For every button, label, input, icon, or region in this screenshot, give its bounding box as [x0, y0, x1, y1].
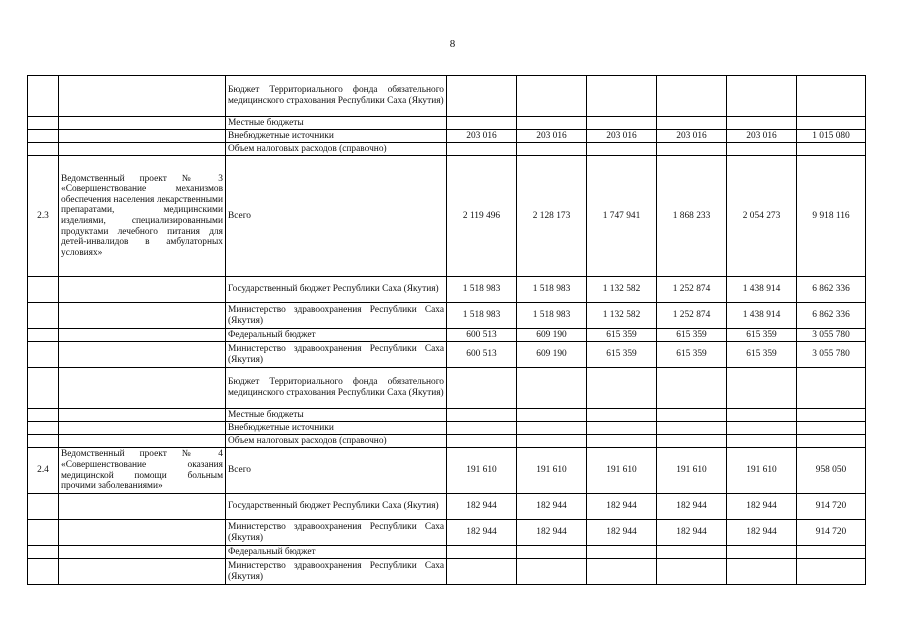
table-row: [28, 435, 866, 448]
amount-cell: 3 055 780: [797, 329, 866, 342]
amount-cell: 203 016: [447, 130, 517, 143]
amount-cell: 1 518 983: [517, 277, 587, 303]
amount-cell: 182 944: [517, 494, 587, 520]
amount-cell: 1 252 874: [657, 303, 727, 329]
amount-cell: [727, 117, 797, 130]
amount-cell: [447, 76, 517, 117]
project-name: [59, 435, 226, 448]
amount-cell: 182 944: [657, 494, 727, 520]
project-name: [59, 559, 226, 585]
table-row: [28, 368, 866, 409]
project-name: [59, 143, 226, 156]
budget-table: [27, 75, 866, 585]
amount-cell: [727, 368, 797, 409]
amount-cell: 1 132 582: [587, 303, 657, 329]
amount-cell: [447, 143, 517, 156]
amount-cell: 2 128 173: [517, 156, 587, 277]
amount-cell: 182 944: [727, 494, 797, 520]
amount-cell: [727, 143, 797, 156]
amount-cell: 2 119 496: [447, 156, 517, 277]
page-number: 8: [449, 38, 456, 50]
amount-cell: 1 132 582: [587, 277, 657, 303]
row-index: 2.3: [28, 156, 59, 277]
funding-source: Федеральный бюджет: [226, 546, 447, 559]
amount-cell: [447, 368, 517, 409]
row-index: [28, 329, 59, 342]
amount-cell: 3 055 780: [797, 342, 866, 368]
amount-cell: [587, 559, 657, 585]
amount-cell: [657, 368, 727, 409]
row-index: 2.4: [28, 448, 59, 494]
amount-cell: [517, 409, 587, 422]
amount-cell: 1 252 874: [657, 277, 727, 303]
amount-cell: [797, 143, 866, 156]
project-name: Ведомственный проект № 3 «Совершенствование механизмов обеспечения населения лекарственными препаратами, медицинскими изделиями, специализированными продуктами лечебного питания для детей-инвалидов в амбулаторных условиях»: [59, 156, 226, 277]
row-index: [28, 143, 59, 156]
project-name: [59, 342, 226, 368]
amount-cell: [727, 435, 797, 448]
project-name: [59, 76, 226, 117]
amount-cell: [587, 143, 657, 156]
table-row: [28, 448, 866, 494]
table-row: [28, 117, 866, 130]
amount-cell: 191 610: [517, 448, 587, 494]
amount-cell: 1 438 914: [727, 303, 797, 329]
funding-source: Бюджет Территориального фонда обязательного медицинского страхования Республики Саха (Якутия): [226, 76, 447, 117]
amount-cell: [657, 422, 727, 435]
amount-cell: 182 944: [587, 520, 657, 546]
row-index: [28, 342, 59, 368]
funding-source: Объем налоговых расходов (справочно): [226, 435, 447, 448]
row-index: [28, 409, 59, 422]
amount-cell: [587, 76, 657, 117]
project-name: [59, 520, 226, 546]
table-row: [28, 156, 866, 277]
amount-cell: [797, 546, 866, 559]
table-row: [28, 494, 866, 520]
amount-cell: 182 944: [447, 520, 517, 546]
amount-cell: [727, 76, 797, 117]
table-row: [28, 76, 866, 117]
funding-source: Министерство здравоохранения Республики Саха (Якутия): [226, 559, 447, 585]
amount-cell: 2 054 273: [727, 156, 797, 277]
table-row: [28, 422, 866, 435]
amount-cell: 182 944: [587, 494, 657, 520]
amount-cell: 1 015 080: [797, 130, 866, 143]
amount-cell: 1 438 914: [727, 277, 797, 303]
amount-cell: 6 862 336: [797, 303, 866, 329]
funding-source: Местные бюджеты: [226, 409, 447, 422]
table-row: [28, 130, 866, 143]
funding-source: Министерство здравоохранения Республики Саха (Якутия): [226, 342, 447, 368]
table-row: [28, 520, 866, 546]
amount-cell: [657, 435, 727, 448]
project-name: [59, 409, 226, 422]
project-name: [59, 494, 226, 520]
amount-cell: [657, 409, 727, 422]
project-name: Ведомственный проект № 4 «Совершенствование оказания медицинской помощи больным прочими заболеваниями»: [59, 448, 226, 494]
table-row: [28, 277, 866, 303]
funding-source: Местные бюджеты: [226, 117, 447, 130]
funding-source: Бюджет Территориального фонда обязательного медицинского страхования Республики Саха (Якутия): [226, 368, 447, 409]
amount-cell: [447, 435, 517, 448]
amount-cell: 203 016: [727, 130, 797, 143]
amount-cell: 609 190: [517, 329, 587, 342]
amount-cell: [797, 559, 866, 585]
amount-cell: 182 944: [517, 520, 587, 546]
amount-cell: [657, 143, 727, 156]
amount-cell: [587, 409, 657, 422]
funding-source: Государственный бюджет Республики Саха (Якутия): [226, 277, 447, 303]
amount-cell: [587, 422, 657, 435]
row-index: [28, 559, 59, 585]
amount-cell: 914 720: [797, 494, 866, 520]
amount-cell: [727, 422, 797, 435]
table-row: [28, 546, 866, 559]
amount-cell: [517, 435, 587, 448]
amount-cell: 182 944: [727, 520, 797, 546]
amount-cell: 615 359: [727, 329, 797, 342]
amount-cell: 203 016: [517, 130, 587, 143]
amount-cell: [657, 559, 727, 585]
amount-cell: [447, 546, 517, 559]
funding-source: Государственный бюджет Республики Саха (Якутия): [226, 494, 447, 520]
funding-source: Объем налоговых расходов (справочно): [226, 143, 447, 156]
funding-source: Всего: [226, 156, 447, 277]
amount-cell: 958 050: [797, 448, 866, 494]
amount-cell: 191 610: [657, 448, 727, 494]
amount-cell: [517, 368, 587, 409]
amount-cell: 609 190: [517, 342, 587, 368]
row-index: [28, 277, 59, 303]
funding-source: Министерство здравоохранения Республики Саха (Якутия): [226, 520, 447, 546]
project-name: [59, 422, 226, 435]
project-name: [59, 546, 226, 559]
funding-source: Федеральный бюджет: [226, 329, 447, 342]
amount-cell: [797, 368, 866, 409]
row-index: [28, 494, 59, 520]
amount-cell: [727, 559, 797, 585]
funding-source: Министерство здравоохранения Республики Саха (Якутия): [226, 303, 447, 329]
amount-cell: [797, 76, 866, 117]
table-row: [28, 409, 866, 422]
amount-cell: 1 747 941: [587, 156, 657, 277]
amount-cell: 600 513: [447, 329, 517, 342]
amount-cell: [447, 409, 517, 422]
amount-cell: [797, 422, 866, 435]
row-index: [28, 117, 59, 130]
amount-cell: 9 918 116: [797, 156, 866, 277]
table-row: [28, 329, 866, 342]
amount-cell: 600 513: [447, 342, 517, 368]
table-row: [28, 143, 866, 156]
funding-source: Всего: [226, 448, 447, 494]
table-row: [28, 303, 866, 329]
amount-cell: 615 359: [587, 329, 657, 342]
amount-cell: [657, 76, 727, 117]
funding-source: Внебюджетные источники: [226, 130, 447, 143]
row-index: [28, 435, 59, 448]
amount-cell: 1 518 983: [517, 303, 587, 329]
amount-cell: 203 016: [657, 130, 727, 143]
row-index: [28, 546, 59, 559]
amount-cell: 191 610: [447, 448, 517, 494]
amount-cell: [657, 117, 727, 130]
row-index: [28, 130, 59, 143]
amount-cell: 191 610: [587, 448, 657, 494]
amount-cell: [797, 435, 866, 448]
amount-cell: [797, 117, 866, 130]
amount-cell: 615 359: [727, 342, 797, 368]
row-index: [28, 422, 59, 435]
row-index: [28, 303, 59, 329]
amount-cell: 914 720: [797, 520, 866, 546]
amount-cell: [727, 409, 797, 422]
amount-cell: 6 862 336: [797, 277, 866, 303]
project-name: [59, 303, 226, 329]
table-row: [28, 342, 866, 368]
project-name: [59, 329, 226, 342]
amount-cell: 615 359: [657, 329, 727, 342]
amount-cell: [587, 117, 657, 130]
amount-cell: 191 610: [727, 448, 797, 494]
table-row: [28, 559, 866, 585]
amount-cell: 1 518 983: [447, 303, 517, 329]
amount-cell: [517, 117, 587, 130]
amount-cell: [517, 143, 587, 156]
amount-cell: [447, 422, 517, 435]
amount-cell: 1 868 233: [657, 156, 727, 277]
amount-cell: 615 359: [587, 342, 657, 368]
project-name: [59, 368, 226, 409]
amount-cell: [587, 546, 657, 559]
amount-cell: 615 359: [657, 342, 727, 368]
amount-cell: 182 944: [447, 494, 517, 520]
amount-cell: [587, 368, 657, 409]
funding-source: Внебюджетные источники: [226, 422, 447, 435]
row-index: [28, 76, 59, 117]
project-name: [59, 277, 226, 303]
amount-cell: [447, 117, 517, 130]
amount-cell: 182 944: [657, 520, 727, 546]
amount-cell: [657, 546, 727, 559]
amount-cell: 1 518 983: [447, 277, 517, 303]
amount-cell: [517, 76, 587, 117]
amount-cell: [447, 559, 517, 585]
amount-cell: [517, 559, 587, 585]
amount-cell: 203 016: [587, 130, 657, 143]
project-name: [59, 117, 226, 130]
amount-cell: [517, 422, 587, 435]
amount-cell: [587, 435, 657, 448]
row-index: [28, 368, 59, 409]
amount-cell: [797, 409, 866, 422]
project-name: [59, 130, 226, 143]
row-index: [28, 520, 59, 546]
amount-cell: [727, 546, 797, 559]
amount-cell: [517, 546, 587, 559]
